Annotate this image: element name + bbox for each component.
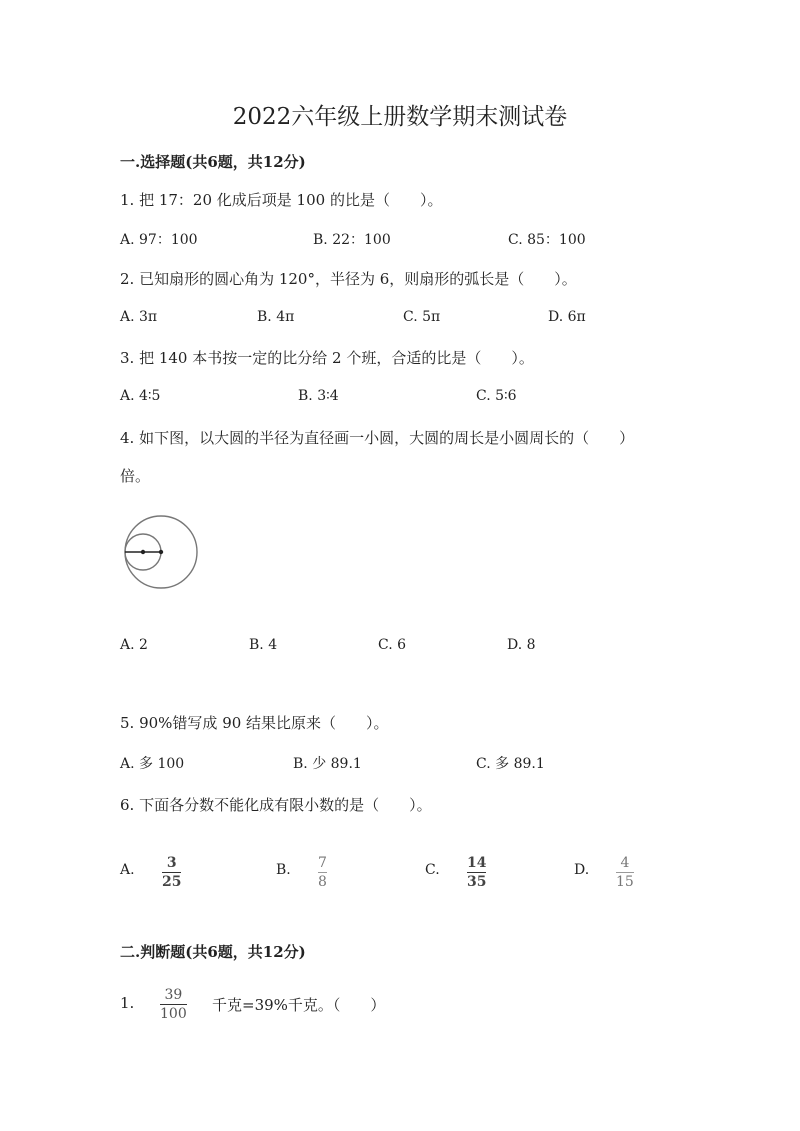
q6-option-a-label: A. xyxy=(120,862,135,878)
q6-option-d-label: D. xyxy=(574,862,590,878)
fraction-bar xyxy=(467,872,486,873)
fraction-bar xyxy=(162,872,181,873)
judge-question-1-label: 1. xyxy=(120,994,135,1012)
q6-option-a-fraction xyxy=(162,855,181,890)
q6-option-b-fraction xyxy=(318,855,327,890)
question-4-text: 4. 如下图，以大圆的半径为直径画一小圆，大圆的周长是小圆周长的（ ） xyxy=(120,429,635,447)
q1-option-b: B. 22：100 xyxy=(313,232,391,248)
q1-option-a: A. 97：100 xyxy=(120,232,198,248)
fraction-denominator: 25 xyxy=(162,874,182,890)
judge-question-1-text: 千克=39%千克。（ ） xyxy=(212,996,386,1014)
q4-option-d: D. 8 xyxy=(507,637,536,653)
q6-option-c-fraction xyxy=(467,855,486,890)
page-title: 2022六年级上册数学期末测试卷 xyxy=(232,104,568,130)
q2-option-b: B. 4π xyxy=(257,309,295,325)
q1-option-c: C. 85：100 xyxy=(508,232,586,248)
q5-option-a: A. 多 100 xyxy=(120,756,185,772)
q2-option-c: C. 5π xyxy=(403,309,441,325)
fraction-numerator: 14 xyxy=(467,855,487,871)
fraction-numerator: 7 xyxy=(318,855,327,871)
question-6-text: 6. 下面各分数不能化成有限小数的是（ ）。 xyxy=(120,796,432,814)
q6-option-c-label: C. xyxy=(425,862,440,878)
question-1-text: 1. 把 17：20 化成后项是 100 的比是（ ）。 xyxy=(120,191,443,209)
q6-option-d-fraction xyxy=(616,855,634,890)
judge-question-1-fraction xyxy=(160,987,187,1022)
q6-option-b-label: B. xyxy=(276,862,291,878)
q4-option-c: C. 6 xyxy=(378,637,407,653)
fraction-bar xyxy=(616,872,634,873)
fraction-bar xyxy=(318,872,327,873)
section-2-heading: 二.判断题(共6题，共12分) xyxy=(120,943,306,961)
q4-option-b: B. 4 xyxy=(249,637,278,653)
large-center-dot xyxy=(159,550,163,554)
q2-option-a: A. 3π xyxy=(120,309,158,325)
fraction-denominator: 100 xyxy=(160,1006,187,1022)
fraction-denominator: 35 xyxy=(467,874,487,890)
q4-option-a: A. 2 xyxy=(120,637,148,653)
q3-option-c: C. 5∶6 xyxy=(476,388,517,404)
q5-option-c: C. 多 89.1 xyxy=(476,756,545,772)
circles-diagram xyxy=(118,515,204,595)
fraction-bar xyxy=(160,1004,187,1005)
q2-option-d: D. 6π xyxy=(548,309,586,325)
question-2-text: 2. 已知扇形的圆心角为 120°，半径为 6，则扇形的弧长是（ ）。 xyxy=(120,270,577,288)
q3-option-b: B. 3∶4 xyxy=(298,388,339,404)
fraction-numerator: 3 xyxy=(166,855,177,871)
small-center-dot xyxy=(141,550,145,554)
section-1-heading: 一.选择题(共6题，共12分) xyxy=(120,153,306,171)
fraction-denominator: 15 xyxy=(616,874,634,890)
question-5-text: 5. 90%错写成 90 结果比原来（ ）。 xyxy=(120,714,389,732)
question-4-text-line2: 倍。 xyxy=(120,467,151,485)
q3-option-a: A. 4∶5 xyxy=(120,388,161,404)
fraction-numerator: 4 xyxy=(620,855,630,871)
question-3-text: 3. 把 140 本书按一定的比分给 2 个班，合适的比是（ ）。 xyxy=(120,349,534,367)
q5-option-b: B. 少 89.1 xyxy=(293,756,362,772)
fraction-numerator: 39 xyxy=(164,987,183,1003)
fraction-denominator: 8 xyxy=(318,874,327,890)
